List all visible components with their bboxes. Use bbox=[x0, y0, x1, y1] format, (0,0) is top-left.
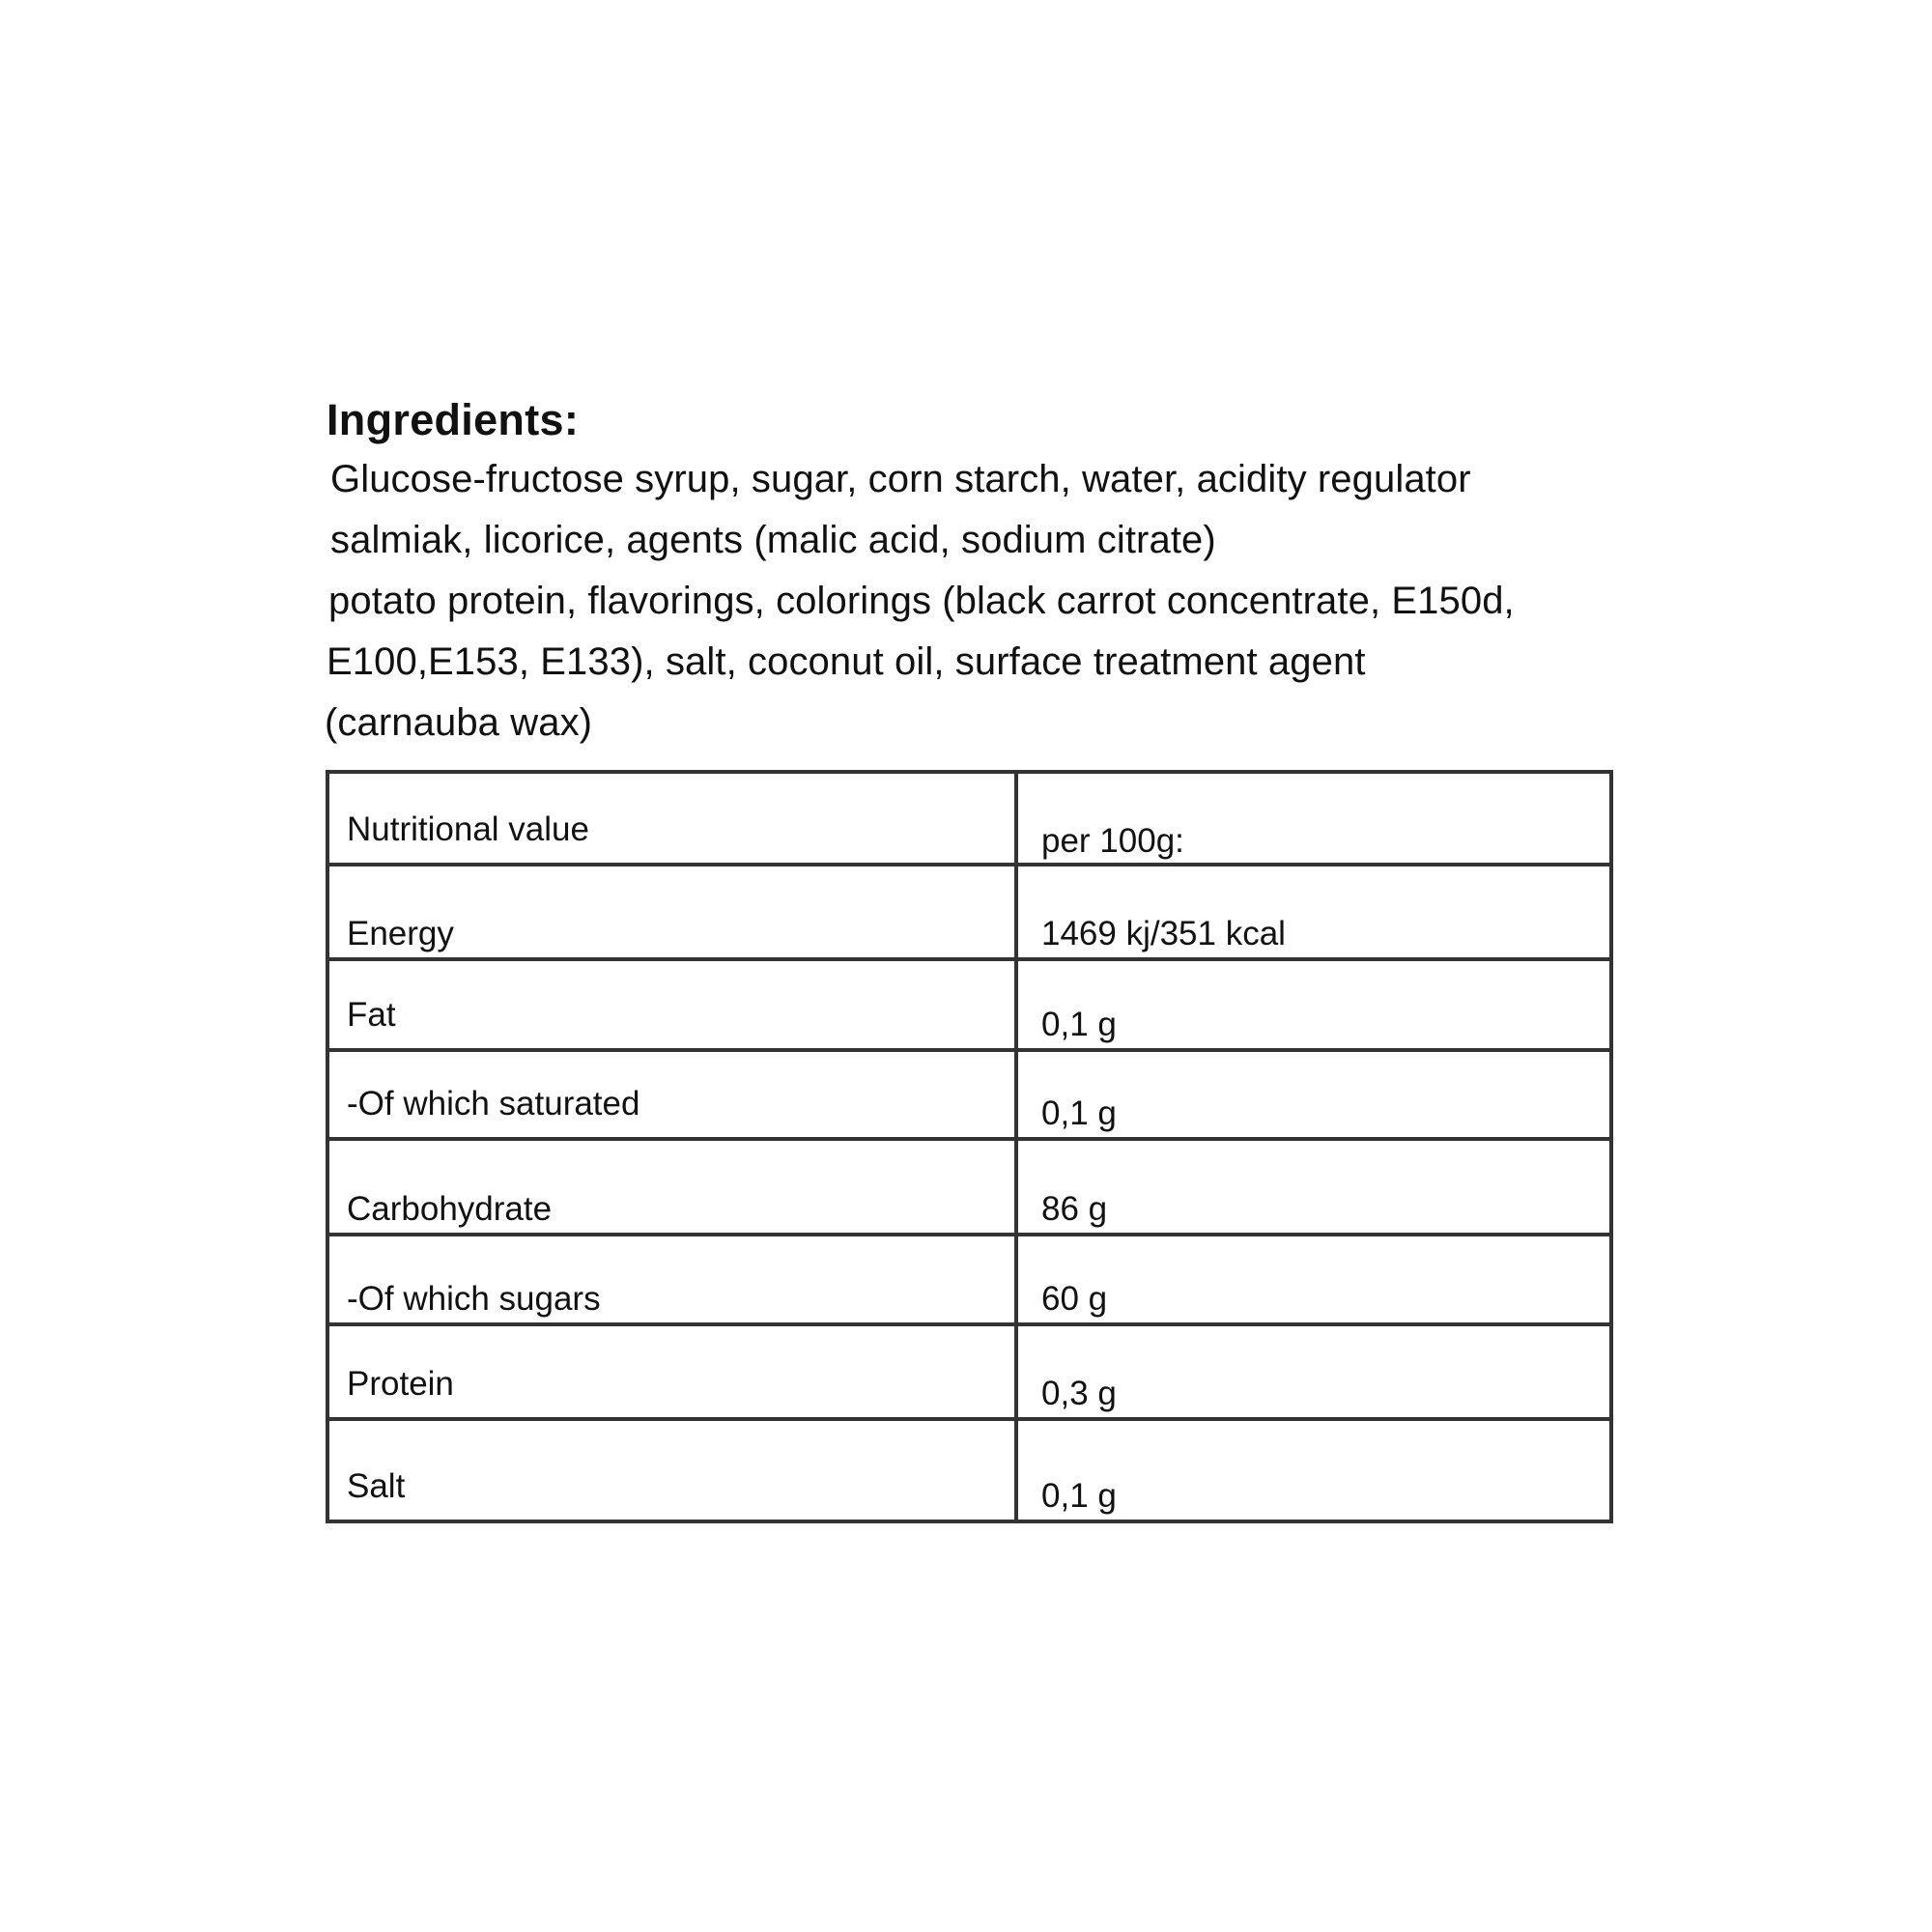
nutrient-value: 60 g bbox=[1016, 1235, 1611, 1324]
table-row bbox=[327, 959, 1611, 1050]
ingredients-text-line: potato protein, flavorings, colorings (black carrot concentrate, E150d, bbox=[328, 580, 1515, 622]
nutrient-value: 0,3 g bbox=[1016, 1324, 1611, 1419]
table-row bbox=[327, 1324, 1611, 1419]
nutrition-table-header-row bbox=[327, 772, 1611, 865]
table-row bbox=[327, 1139, 1611, 1235]
nutrient-label: Salt bbox=[327, 1419, 1016, 1521]
nutrient-label: -Of which sugars bbox=[327, 1235, 1016, 1324]
header-value-cell: per 100g: bbox=[1016, 772, 1611, 865]
nutrient-label: Fat bbox=[327, 959, 1016, 1050]
table-row bbox=[327, 1050, 1611, 1139]
nutrient-label: -Of which saturated bbox=[327, 1050, 1016, 1139]
header-label-cell: Nutritional value bbox=[327, 772, 1016, 865]
table-row bbox=[327, 865, 1611, 959]
nutrient-label: Protein bbox=[327, 1324, 1016, 1419]
ingredients-text-line: (carnauba wax) bbox=[325, 701, 593, 744]
nutrient-value: 0,1 g bbox=[1016, 959, 1611, 1050]
ingredients-title: Ingredients: bbox=[327, 395, 580, 444]
ingredients-text-line: Glucose-fructose syrup, sugar, corn starch, water, acidity regulator bbox=[330, 458, 1471, 500]
nutrient-value: 1469 kj/351 kcal bbox=[1016, 865, 1611, 959]
table-row bbox=[327, 1419, 1611, 1521]
nutrient-value: 0,1 g bbox=[1016, 1050, 1611, 1139]
ingredients-section bbox=[327, 391, 1679, 753]
nutrient-value: 0,1 g bbox=[1016, 1419, 1611, 1521]
ingredients-text-line: salmiak, licorice, agents (malic acid, sodium citrate) bbox=[330, 519, 1216, 561]
nutrition-table bbox=[326, 770, 1613, 1523]
nutrient-label: Carbohydrate bbox=[327, 1139, 1016, 1235]
nutrient-label: Energy bbox=[327, 865, 1016, 959]
table-row bbox=[327, 1235, 1611, 1324]
nutrient-value: 86 g bbox=[1016, 1139, 1611, 1235]
ingredients-text-line: E100,E153, E133), salt, coconut oil, surface treatment agent bbox=[327, 640, 1366, 683]
